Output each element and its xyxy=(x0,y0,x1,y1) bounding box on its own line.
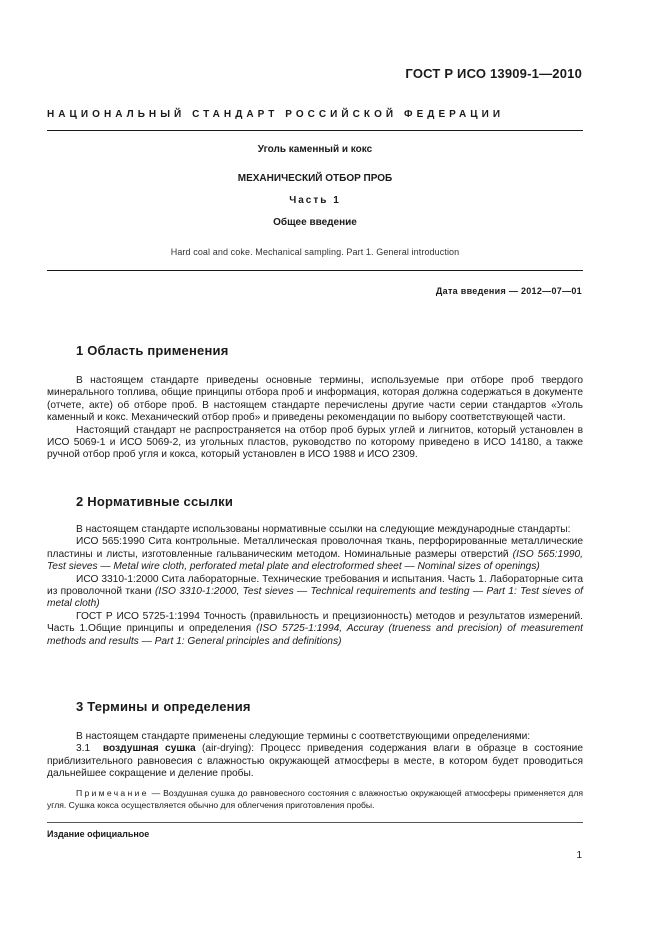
document-part: Часть 1 xyxy=(289,195,341,206)
section-2-paragraph-1: В настоящем стандарте использованы нормативные ссылки на следующие международные стандарты: xyxy=(76,524,571,535)
section-1-body xyxy=(47,375,583,462)
term-definition xyxy=(47,743,583,780)
header-divider xyxy=(47,130,583,131)
section-3-body xyxy=(47,731,583,811)
note xyxy=(47,787,583,812)
effective-date: Дата введения — 2012—07—01 xyxy=(435,286,582,296)
section-3-heading: 3 Термины и определения xyxy=(76,699,251,714)
footer-divider xyxy=(47,822,583,823)
document-part-title: Общее введение xyxy=(273,217,357,228)
section-1-paragraph-1: В настоящем стандарте приведены основные термины, используемые при отборе проб твердого минерального топлива, общие принципы отбора проб и информация, которая должна содержаться в документе (отчете, акте) об отборе проб. В настоящем стандарте перечислены другие части серии стандартов «Уголь каменный и кокс. Механический отбор проб» и приведены рекомендации по выбору соответствующей части. xyxy=(47,375,583,424)
note-text: — Воздушная сушка до равновесного состояния с влажностью окружающей атмосферы применяется для угля. Сушка кокса осуществляется обычно для облегчения приготовления пробы. xyxy=(47,787,583,811)
section-2-heading: 2 Нормативные ссылки xyxy=(76,494,234,509)
section-1-paragraph-2: Настоящий стандарт не распространяется на отбор проб бурых углей и лигнитов, который установлен в ИСО 5069-1 и ИСО 5069-2, из угольных пластов, руководство по которому приведено в ИСО 14180, а также ручной отбор проб угля и кокса, который установлен в ИСО 1988 и ИСО 2309. xyxy=(47,424,583,461)
note-label: Примечание xyxy=(76,787,149,798)
reference-iso-565-english: (ISO 565:1990, Test sieves — Metal wire cloth, perforated metal plate and electroformed sheet — Nominal sizes of openings) xyxy=(47,548,583,573)
reference-iso-565-text: ИСО 565:1990 Сита контрольные. Металлическая проволочная ткань, перфорированные металлические пластины и листы, изготовленные гальваническим методом. Номинальные размеры отверстий xyxy=(47,536,583,560)
reference-iso-5725 xyxy=(47,611,583,648)
reference-iso-3310-text: ИСО 3310-1:2000 Сита лабораторные. Технические требования и испытания. Часть 1. Лабораторные сита из проволочной ткани xyxy=(47,573,583,598)
term-definition-text: (air-drying): Процесс приведения содержания влаги в образце в состояние приблизительного равновесия с влажностью окружающей атмосферы в месте, в котором будет проводиться дальнейшее сокращение и деление пробы. xyxy=(47,743,583,780)
section-3-paragraph-1: В настоящем стандарте применены следующие термины с соответствующими определениями: xyxy=(76,731,531,742)
term-name: воздушная сушка xyxy=(102,743,196,755)
reference-iso-565 xyxy=(47,536,583,573)
english-title: Hard coal and coke. Mechanical sampling. Part 1. General introduction xyxy=(170,247,460,257)
edition-label: Издание официальное xyxy=(47,829,150,839)
section-2-body xyxy=(47,524,583,648)
national-standard-banner: НАЦИОНАЛЬНЫЙ СТАНДАРТ РОССИЙСКОЙ ФЕДЕРАЦИИ xyxy=(47,109,505,120)
page-number: 1 xyxy=(576,850,582,861)
section-1-heading: 1 Область применения xyxy=(76,343,229,358)
reference-iso-3310-english: (ISO 3310-1:2000, Test sieves — Technical requirements and testing — Part 1: Test sieves of metal cloth) xyxy=(47,586,583,610)
document-subject: Уголь каменный и кокс xyxy=(257,144,373,155)
reference-iso-5725-english: (ISO 5725-1:1994, Accuray (trueness and precision) of measurement methods and results — Part 1: General principles and definitions) xyxy=(47,623,583,647)
reference-iso-3310 xyxy=(47,574,583,611)
term-number: 3.1 xyxy=(76,743,91,755)
document-title: МЕХАНИЧЕСКИЙ ОТБОР ПРОБ xyxy=(237,173,393,184)
standard-number: ГОСТ Р ИСО 13909-1—2010 xyxy=(405,66,582,81)
reference-iso-5725-text: ГОСТ Р ИСО 5725-1:1994 Точность (правильность и прецизионность) методов и результатов измерений. Часть 1.Общие принципы и определения xyxy=(47,610,583,635)
title-divider xyxy=(47,270,583,271)
